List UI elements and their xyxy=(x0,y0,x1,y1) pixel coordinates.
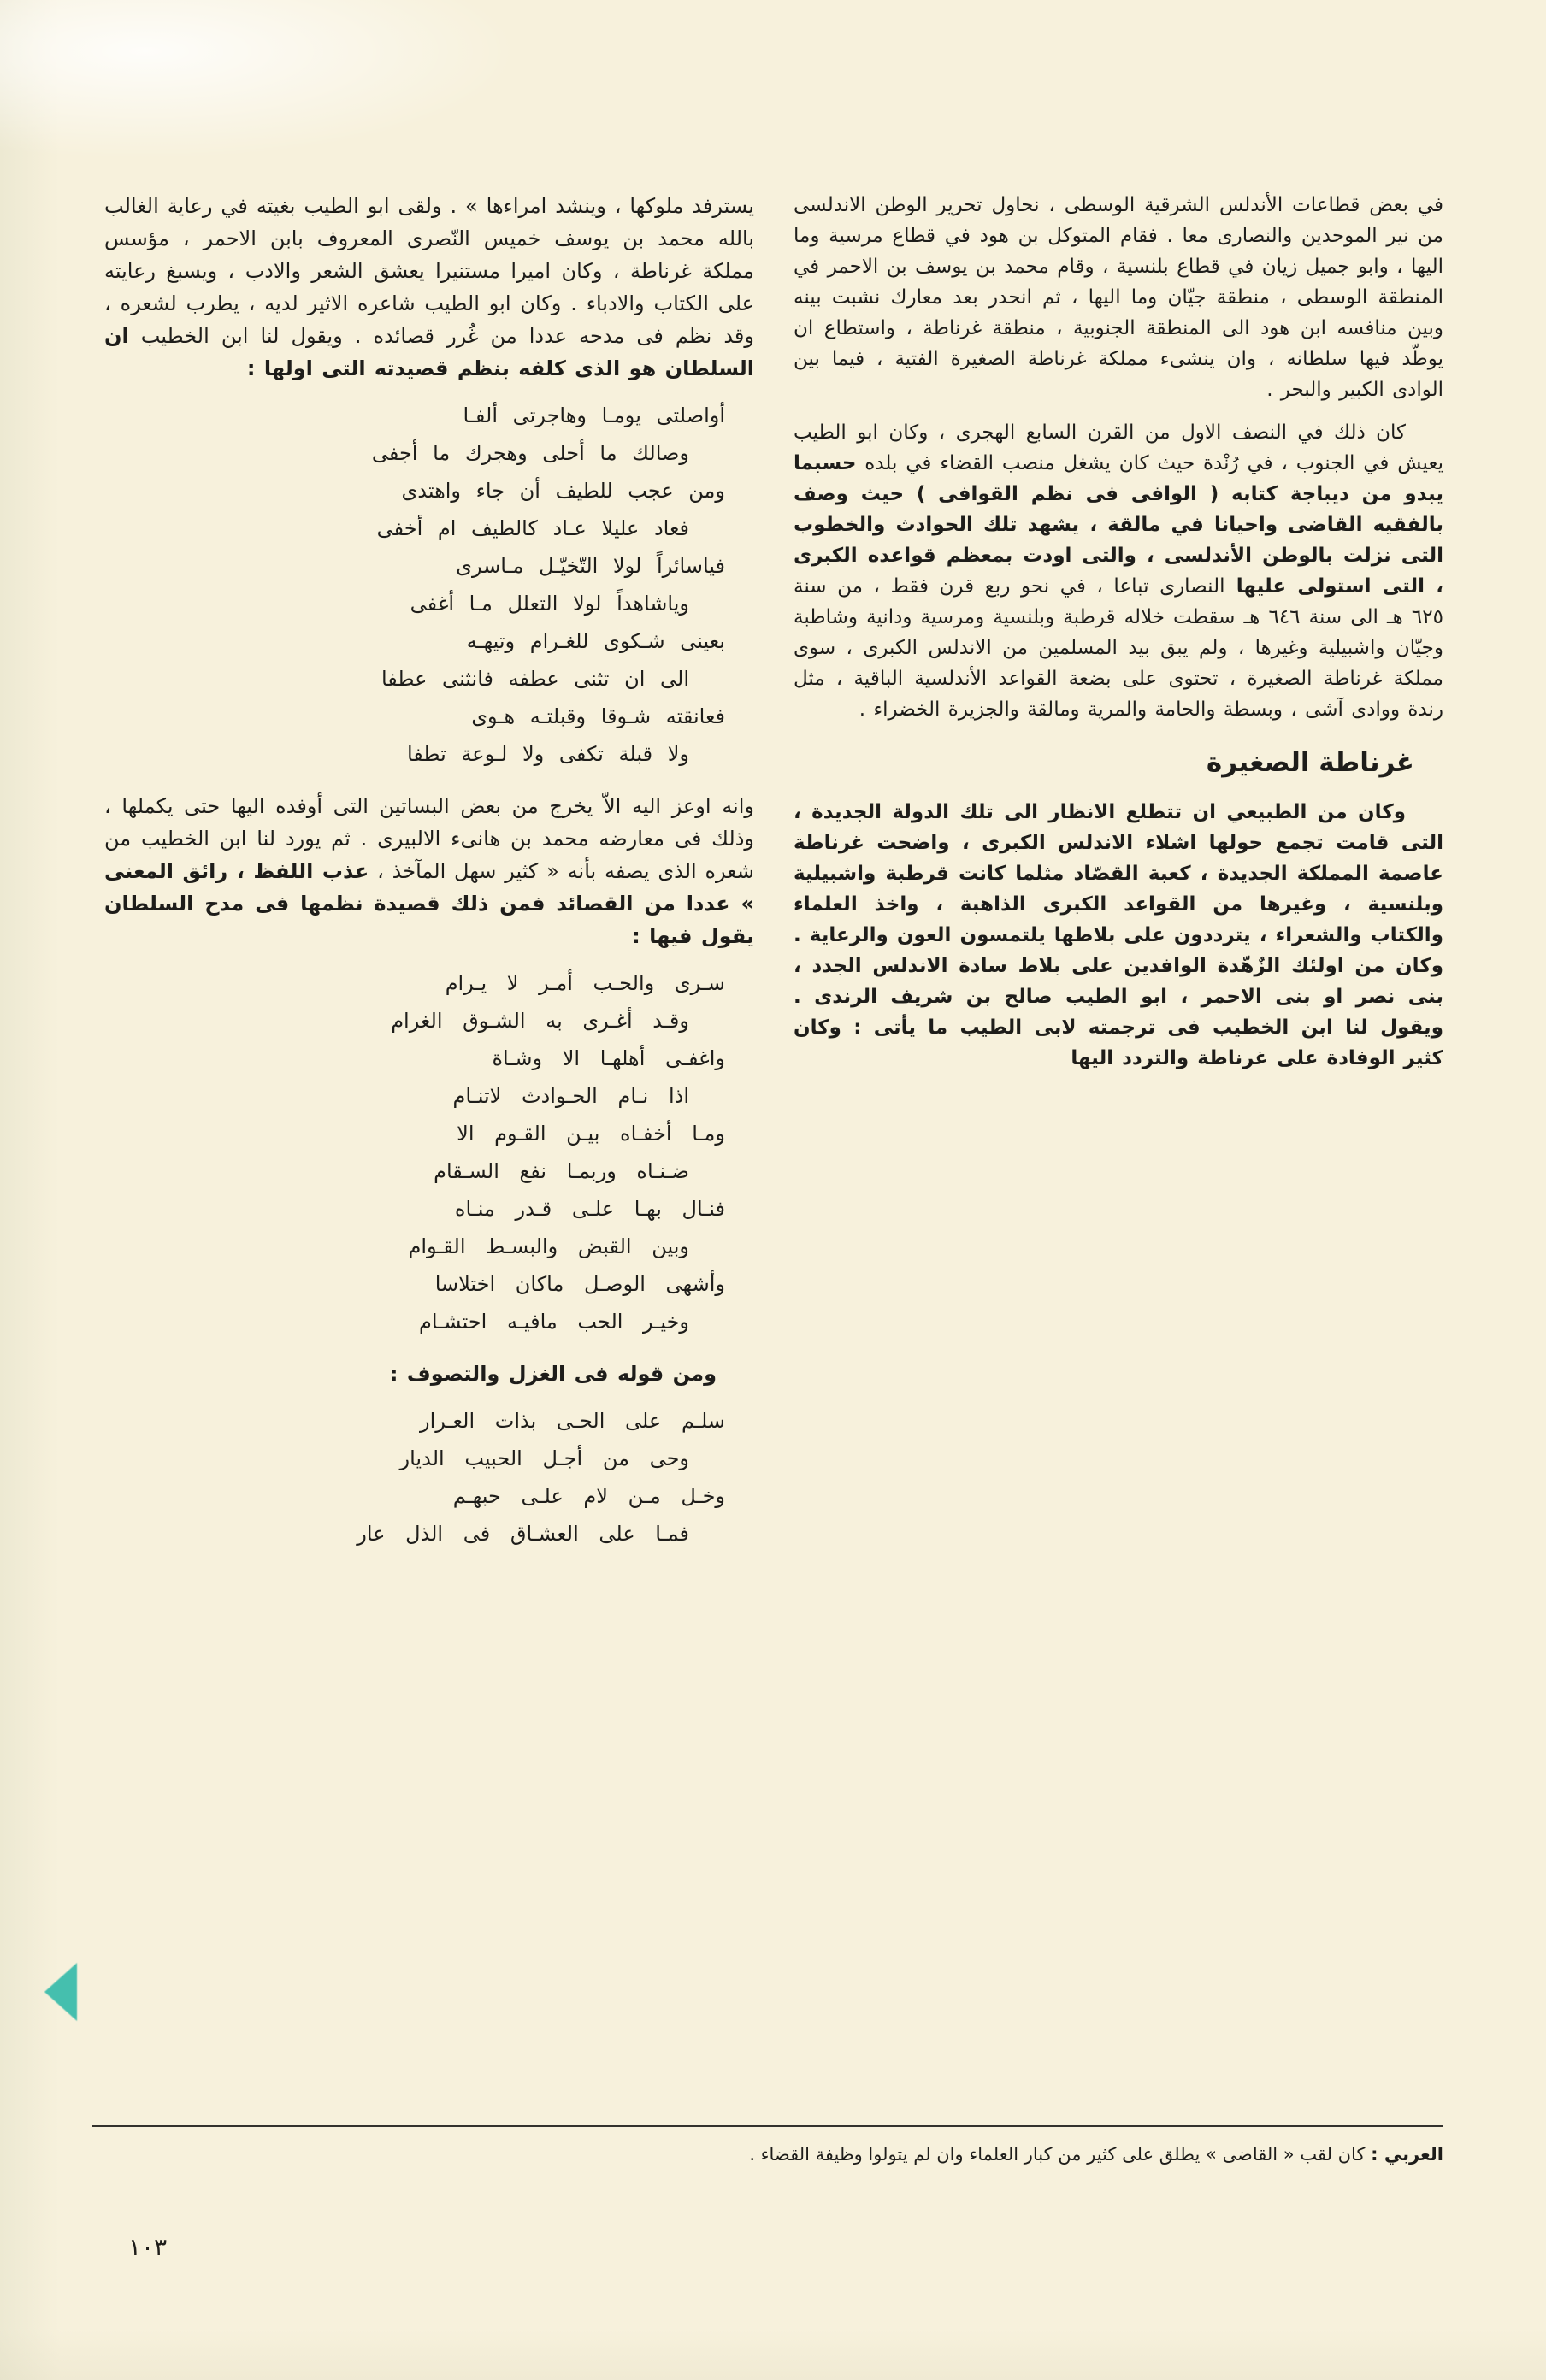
paragraph-text-bold: وكان من الطبيعي ان تتطلع الانظار الى تلك الدولة الجديدة ، التى قامت تجمع حولها اشلاء الاندلس الكبرى ، واضحت غرناطة عاصمة المملكة الجديدة ، كعبة القصّاد مثلما كانت قرطبة واشبيلية وبلنسية ، وغيرها من القواعد الكبرى الذاهبة ، واخذ العلماء والكتاب والشعراء ، يترددون على بلاطها يلتمسون العون والرعاية . وكان من اولئك الزٌهّدة الوافدين على بلاط سادة الاندلس الجدد ، بنى نصر او بنى الاحمر ، ابو الطيب صالح بن شريف الرندى . ويقول لنا ابن الخطيب فى ترجمته لابى الطيب ما يأتى : وكان كثير الوفادة على غرناطة والتردد اليها xyxy=(794,801,1443,1069)
poem-line: الى ان تثنى عطفه فانثنى عطفا xyxy=(381,667,689,691)
poem-line: وياشاهداً لولا التعلل مـا أغفى xyxy=(410,592,689,616)
paragraph-text: النصارى تباعا ، في نحو ربع قرن فقط ، من سنة ٦٢٥ هـ الى سنة ٦٤٦ هـ سقطت خلاله قرطبة وبلنسية ومرسية ودانية وشاطبة وجيّان واشبيلية وغيرها ، ولم يبق بيد المسلمين من الاندلس الكبرى ، سوى مملكة غرناطة الصغيرة ، تحتوى على بضعة القواعد الأندلسية الباقية ، مثل رندة ووادى آشى ، وبسطة والحامة والمرية ومالقة والجزيرة الخضراء . xyxy=(794,575,1443,721)
poem-line: ومن عجب للطيف أن جاء واهتدى xyxy=(401,479,725,503)
footnote xyxy=(92,2125,1443,2168)
poem-line: وبين القبض والبسـط القـوام xyxy=(408,1234,689,1258)
page-number: ١٠٣ xyxy=(128,2233,168,2261)
poem-line: أواصلتى يومـا وهاجرتى ألفـا xyxy=(463,404,725,427)
poem-line: واغفـى أهلهـا الا وشـاة xyxy=(492,1046,725,1070)
paragraph-text-bold: حسبما يبدو من ديباجة كتابه ( الوافى فى نظم القوافى ) حيث وصف بالفقيه القاضى واحيانا في مالقة ، يشهد تلك الحوادث والخطوب التى نزلت بالوطن الأندلسى ، والتى اودت بمعظم قواعده الكبرى ، التى استولى عليها xyxy=(794,452,1443,598)
poem-line: سلـم على الحـى بذات العـرار xyxy=(420,1409,725,1433)
section-heading: غرناطة الصغيرة xyxy=(1206,747,1414,778)
poem-line: وحى من أجـل الحبيب الديار xyxy=(399,1446,689,1470)
poem-line: فمـا على العشـاق فى الذل عار xyxy=(357,1522,689,1546)
paragraph xyxy=(104,790,754,952)
text-column-right xyxy=(794,190,1443,2113)
poem-line: فياسائراً لولا التّخيّـل مـاسرى xyxy=(456,554,725,578)
bookmark-triangle-icon xyxy=(44,1963,77,2021)
paragraph-text: وانه اوعز اليه الاّ يخرج من بعض البساتين التى أوفده اليها حتى يكملها ، وذلك فى معارضه محمد بن هانىء الالبيرى . ثم يورد لنا ابن الخطيب من شعره الذى يصفه بأنه « كثير سهل المآخذ ، xyxy=(104,794,754,883)
poem-line: فعانقته شـوقا وقبلتـه هـوى xyxy=(471,704,725,728)
poem-line: وأشهى الوصـل ماكان اختلاسا xyxy=(434,1272,725,1296)
poem-line: ولا قبلة تكفى ولا لـوعة تطفا xyxy=(406,742,689,766)
poem-line: فعاد عليلا عـاد كالطيف ام أخفى xyxy=(376,516,689,540)
footnote-label: العربي : xyxy=(1371,2144,1443,2165)
poem-line: وصالك ما أحلى وهجرك ما أجفى xyxy=(371,441,689,465)
poem-line: وخـل مـن لام علـى حبهـم xyxy=(452,1484,725,1508)
poem-line: فنـال بهـا علـى قـدر منـاه xyxy=(454,1197,725,1221)
paragraph-text: يسترفد ملوكها ، وينشد امراءها » . ولقى ابو الطيب بغيته في رعاية الغالب بالله محمد بن يوسف خميس النّصرى المعروف بابن الاحمر ، مؤسس مملكة غرناطة ، وكان اميرا مستنيرا يعشق الشعر والادب ، ويسبغ رعايته على الكتاب والادباء . وكان ابو الطيب شاعره الاثير لديه ، يطرب لشعره ، وقد نظم فى مدحه عددا من غُرر قصائده . ويقول لنا ابن الخطيب xyxy=(104,194,754,348)
paragraph-text-bold: ان السلطان هو الذى كلفه بنظم قصيدته التى اولها : xyxy=(104,324,754,380)
paragraph-text: كان ذلك في النصف الاول من القرن السابع الهجرى ، وكان ابو الطيب يعيش في الجنوب ، في رُنْدة حيث كان يشغل منصب القضاء في بلده xyxy=(794,421,1443,474)
paragraph xyxy=(794,190,1443,405)
poem-line: ضـنـاه وربمـا نفع السـقام xyxy=(434,1159,689,1183)
paragraph-text: في بعض قطاعات الأندلس الشرقية الوسطى ، نحاول تحرير الوطن الاندلسى من نير الموحدين والنصارى معا . فقام المتوكل بن هود في قطاع مرسية وما اليها ، وابو جميل زيان في قطاع بلنسية ، وقام محمد بن يوسف بن الاحمر في المنطقة الوسطى ، منطقة جيّان وما اليها ، ثم انحدر بعد معارك نشبت بينه وبين منافسه ابن هود الى المنطقة الجنوبية ، منطقة غرناطة ، واستطاع ان يوطّد فيها سلطانه ، وان ينشىء مملكة غرناطة الصغيرة الفتية ، فيما بين الوادى الكبير والبحر . xyxy=(794,194,1443,401)
poem-block-2 xyxy=(104,964,754,1340)
poem-block-3 xyxy=(104,1402,754,1552)
poem-line: وخيـر الحب مافيـه احتشـام xyxy=(418,1310,689,1334)
paragraph-text-bold: عذب اللفظ ، رائق المعنى » عددا من القصائد فمن ذلك قصيدة نظمها فى مدح السلطان يقول فيها : xyxy=(104,859,754,948)
poem-line: وقـد أغـرى به الشـوق الغرام xyxy=(391,1009,689,1033)
poem-block-1 xyxy=(104,397,754,773)
page-body xyxy=(104,190,1443,2113)
paragraph-text-bold: ومن قوله فى الغزل والتصوف : xyxy=(389,1362,717,1386)
poem-line: ومـا أخفـاه بيـن القـوم الا xyxy=(457,1122,725,1146)
poem-line: اذا نـام الحـوادث لاتنـام xyxy=(452,1084,689,1108)
paragraph xyxy=(794,797,1443,1074)
text-column-left xyxy=(104,190,754,2113)
paragraph xyxy=(104,1358,754,1390)
poem-line: سـرى والحـب أمـر لا يـرام xyxy=(445,971,725,995)
poem-line: بعينى شـكوى للغـرام وتيهـه xyxy=(466,629,725,653)
paragraph xyxy=(794,417,1443,725)
footnote-text: كان لقب « القاضى » يطلق على كثير من كبار العلماء وان لم يتولوا وظيفة القضاء . xyxy=(749,2144,1366,2165)
paragraph xyxy=(104,190,754,385)
